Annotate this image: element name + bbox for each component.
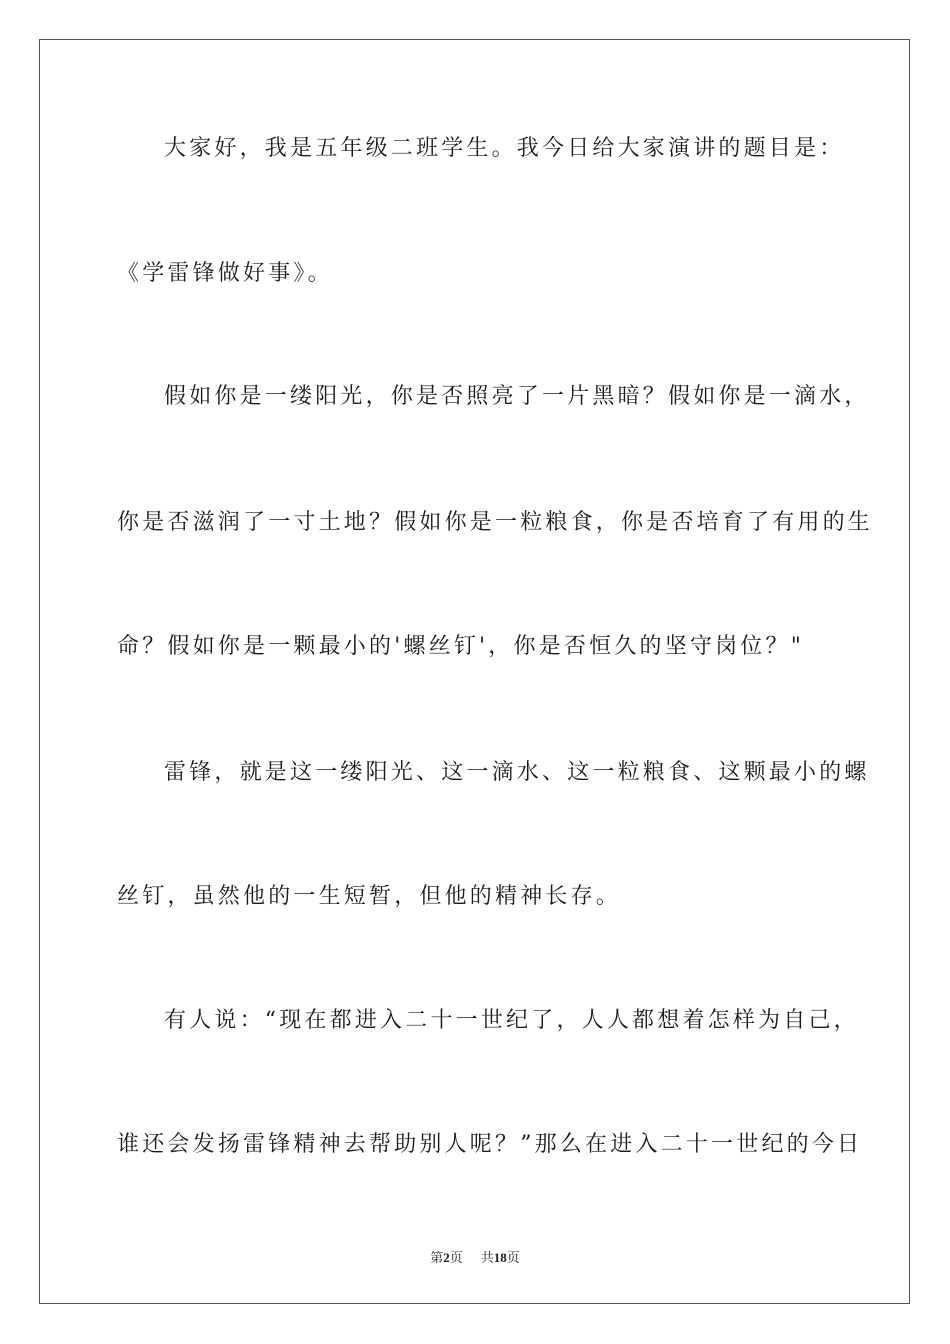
paragraph-line: 谁还会发扬雷锋精神去帮助别人呢？”那么在进入二十一世纪的今日	[117, 1132, 863, 1157]
page-footer	[0, 1247, 950, 1266]
paragraph-line: 你是否滋润了一寸土地？假如你是一粒粮食，你是否培育了有用的生	[117, 510, 874, 535]
paragraph-line: 丝钉，虽然他的一生短暂，但他的精神长存。	[117, 884, 622, 909]
page-frame	[39, 39, 910, 1304]
total-label-suffix: 页	[506, 1250, 520, 1265]
paragraph-line: 命？假如你是一颗最小的'螺丝钉'，你是否恒久的坚守岗位？"	[117, 634, 805, 659]
paragraph-line: 有人说：“现在都进入二十一世纪了，人人都想着怎样为自己，	[164, 1008, 859, 1033]
total-label-prefix: 共	[480, 1250, 494, 1265]
paragraph-line: 假如你是一缕阳光，你是否照亮了一片黑暗？假如你是一滴水，	[164, 384, 870, 409]
paragraph-line: 《学雷锋做好事》。	[117, 261, 333, 286]
paragraph-line: 大家好，我是五年级二班学生。我今日给大家演讲的题目是：	[164, 136, 845, 161]
page-label-prefix: 第	[430, 1250, 444, 1265]
page-number: 2	[443, 1250, 450, 1265]
total-pages: 18	[493, 1250, 507, 1265]
paragraph-line: 雷锋，就是这一缕阳光、这一滴水、这一粒粮食、这颗最小的螺	[164, 760, 870, 785]
page-label-suffix: 页	[449, 1250, 463, 1265]
